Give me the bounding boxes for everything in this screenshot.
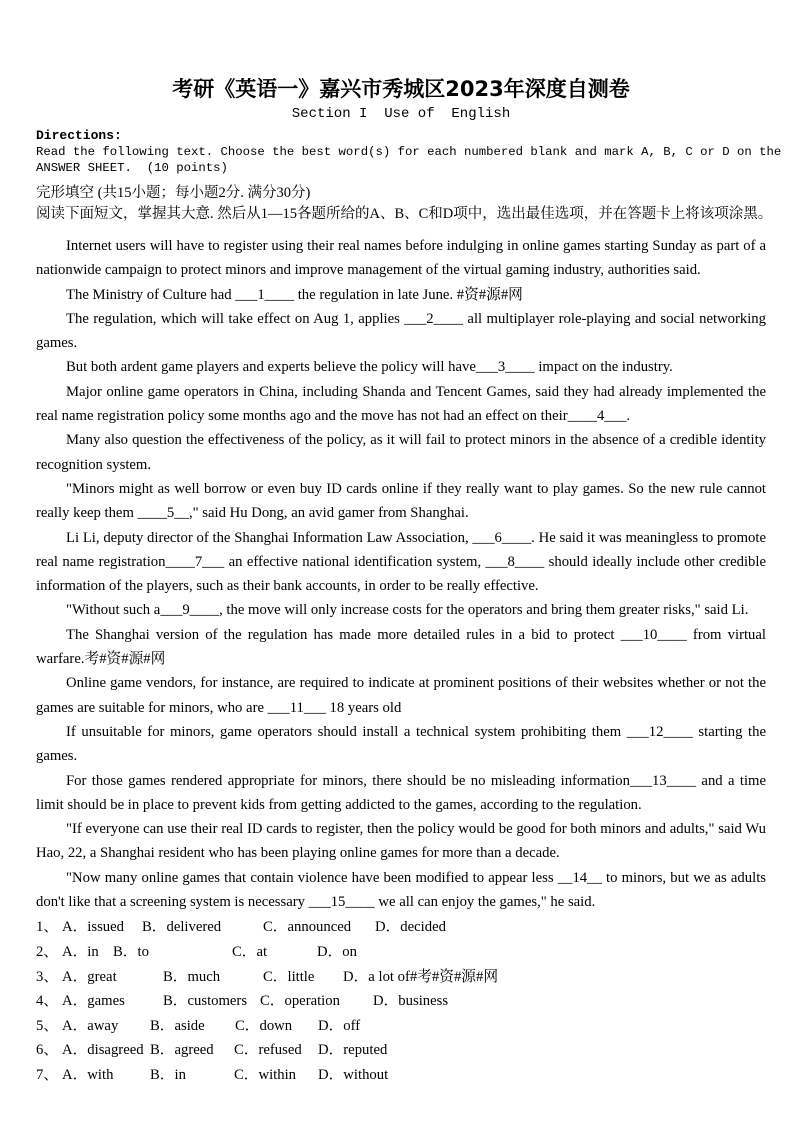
question-number: 5、 <box>36 1017 59 1034</box>
question-row-4 <box>36 989 766 1014</box>
passage-paragraph-1: Internet users will have to register using their real names before indulging in online games starting Sunday as part of a nationwide campaign to protect minors and improve management of the virtual gaming industry, authorities said. <box>36 238 766 279</box>
question-option-d: D．reputed <box>318 1042 388 1059</box>
question-option-b: B．to <box>113 943 149 960</box>
question-option-c: C．operation <box>260 993 340 1010</box>
question-row-1 <box>36 915 766 940</box>
question-number: 4、 <box>36 993 59 1010</box>
passage-paragraph-4: But both ardent game players and experts believe the policy will have___3____ impact on the industry. <box>66 359 673 376</box>
passage-paragraph-13: For those games rendered appropriate for minors, there should be no misleading information___13____ and a time limit should be in place to prevent kids from getting addicted to the games, according to the regulation. <box>36 772 766 813</box>
question-option-d: D．a lot of#考#资#源#网 <box>343 968 499 985</box>
passage-paragraph-3: The regulation, which will take effect on Aug 1, applies ___2____ all multiplayer role-playing and social networking games. <box>36 310 766 352</box>
question-row-3 <box>36 965 766 990</box>
question-number: 3、 <box>36 968 59 985</box>
section-heading: Section I Use of English <box>291 106 511 122</box>
question-option-c: C．down <box>235 1017 293 1034</box>
question-row-2 <box>36 940 766 965</box>
question-number: 1、 <box>36 919 59 936</box>
question-option-d: D．decided <box>375 919 446 936</box>
question-option-a: A．games <box>62 993 125 1010</box>
question-number: 7、 <box>36 1066 59 1083</box>
question-option-c: C．at <box>232 943 268 960</box>
cloze-instruction: 阅读下面短文，掌握其大意. 然后从1—15各题所给的A、B、C和D项中，选出最佳选项，并在答题卡上将该项涂黑。 <box>36 206 773 222</box>
passage-paragraph-2: The Ministry of Culture had ___1____ the regulation in late June. #资#源#网 <box>66 286 523 303</box>
passage-paragraph-15: "Now many online games that contain violence have been modified to appear less __14__ to minors, but we as adults don't like that a screening system is necessary ___15____ we all can enjoy the games," he said. <box>36 869 766 911</box>
passage-paragraph-12: If unsuitable for minors, game operators should install a technical system prohibiting them ___12____ starting the games. <box>36 723 766 765</box>
cloze-score-line: 完形填空 (共15小题；每小题2分. 满分30分) <box>36 185 311 201</box>
question-option-c: C．refused <box>234 1042 302 1059</box>
question-number: 2、 <box>36 943 59 960</box>
question-option-c: C．announced <box>263 919 352 936</box>
question-option-d: D．business <box>373 993 449 1010</box>
passage-paragraph-14: "If everyone can use their real ID cards to register, then the policy would be good for both minors and adults," said Wu Hao, 22, a Shanghai resident who has been playing online games for more than a decade. <box>36 821 766 862</box>
question-list <box>36 915 766 1087</box>
question-option-a: A．issued <box>62 919 125 936</box>
passage-paragraph-6: Many also question the effectiveness of the policy, as it will fail to protect minors in the absence of a credible identity recognition system. <box>36 432 766 473</box>
question-row-5 <box>36 1014 766 1039</box>
directions-line-2: ANSWER SHEET. (10 points) <box>36 161 228 175</box>
question-option-b: B．in <box>150 1066 186 1083</box>
question-row-6 <box>36 1038 766 1063</box>
question-option-a: A．with <box>62 1066 114 1083</box>
directions-line-1: Read the following text. Choose the best word(s) for each numbered blank and mark A, B, C or D on the <box>36 145 782 159</box>
question-option-d: D．off <box>318 1017 361 1034</box>
question-option-c: C．little <box>263 968 315 985</box>
passage-paragraph-11: Online game vendors, for instance, are required to indicate at prominent positions of their websites whether or not the games are suitable for minors, who are ___11___ 18 years old <box>36 675 766 716</box>
question-option-a: A．great <box>62 968 117 985</box>
question-option-b: B．customers <box>163 993 248 1010</box>
passage-paragraph-10: The Shanghai version of the regulation has made more detailed rules in a bid to protect ___10____ from virtual warfare.考#资#源#网 <box>36 626 766 668</box>
passage-paragraph-7: "Minors might as well borrow or even buy ID cards online if they really want to play games. So the new rule cannot really keep them ____5__," said Hu Dong, an avid gamer from Shanghai. <box>36 480 766 522</box>
page-title: 考研《英语一》嘉兴市秀城区2023年深度自测卷 <box>172 77 630 101</box>
question-option-b: B．delivered <box>142 919 222 936</box>
question-option-b: B．agreed <box>150 1042 214 1059</box>
passage-paragraph-5: Major online game operators in China, including Shanda and Tencent Games, said they had already implemented the real name registration policy some months ago and the move has not had an effect on their____4___. <box>36 383 766 425</box>
question-option-d: D．without <box>318 1066 389 1083</box>
question-option-c: C．within <box>234 1066 297 1083</box>
directions-label: Directions: <box>36 128 122 143</box>
question-option-a: A．in <box>62 943 99 960</box>
question-option-d: D．on <box>317 943 357 960</box>
cloze-passage <box>36 234 766 914</box>
question-option-a: A．away <box>62 1017 119 1034</box>
question-option-a: A．disagreed <box>62 1042 144 1059</box>
question-option-b: B．aside <box>150 1017 205 1034</box>
passage-paragraph-9: "Without such a___9____, the move will only increase costs for the operators and bring them greater risks," said Li. <box>66 602 749 619</box>
question-number: 6、 <box>36 1042 59 1059</box>
question-row-7 <box>36 1063 766 1088</box>
question-option-b: B．much <box>163 968 221 985</box>
passage-paragraph-8: Li Li, deputy director of the Shanghai Information Law Association, ___6____. He said it was meaningless to promote real name registration____7___ an effective national identification system, ___8____ should ideally include other credible information of the players, such as their bank accounts, in order to be really effective. <box>36 529 766 595</box>
